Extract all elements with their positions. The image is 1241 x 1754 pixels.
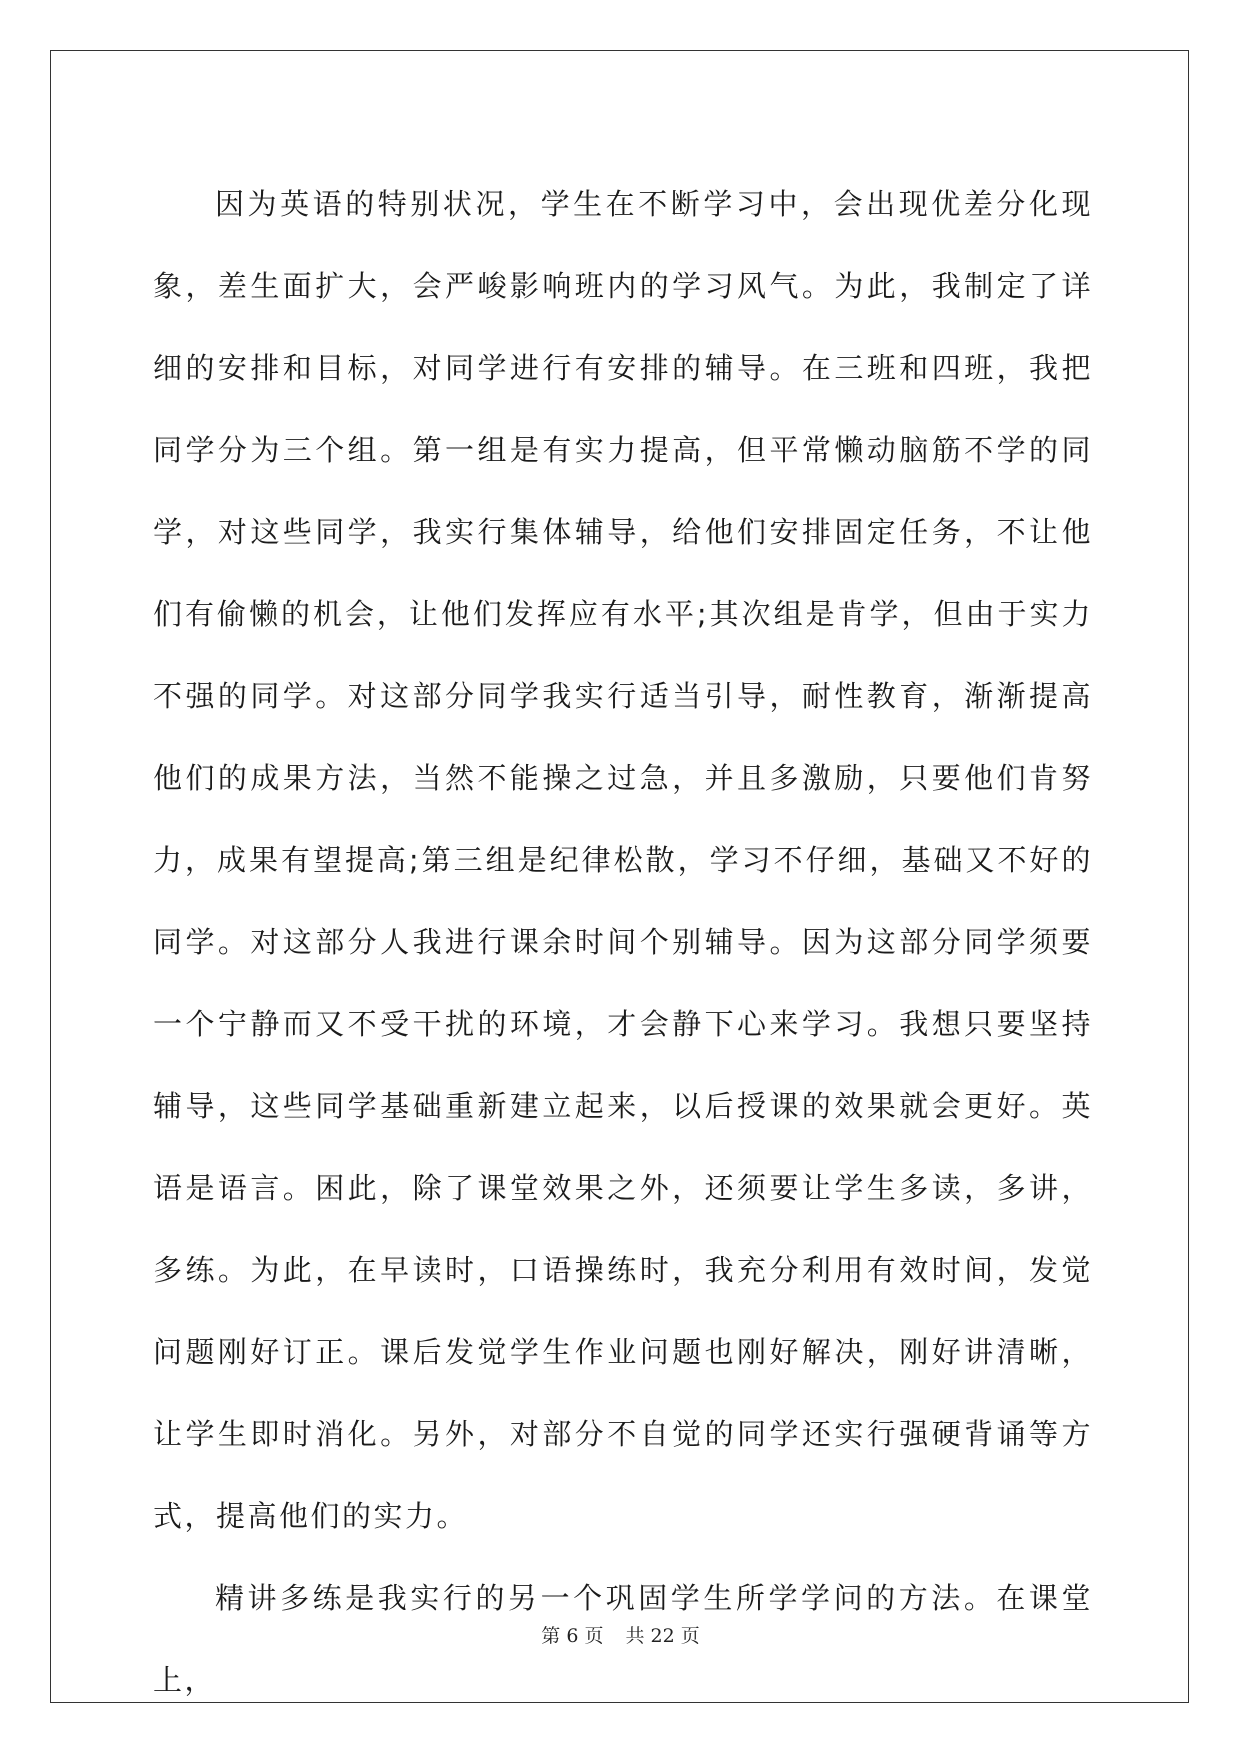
document-body [153,163,1093,1721]
paragraph-2: 精讲多练是我实行的另一个巩固学生所学学问的方法。在课堂上， [153,1581,1093,1697]
page-total: 共 22 页 [625,1625,700,1647]
paragraph-1: 因为英语的特别状况，学生在不断学习中，会出现优差分化现象，差生面扩大，会严峻影响班内的学习风气。为此，我制定了详细的安排和目标，对同学进行有安排的辅导。在三班和四班，我把同学分为三个组。第一组是有实力提高，但平常懒动脑筋不学的同学，对这些同学，我实行集体辅导，给他们安排固定任务，不让他们有偷懒的机会，让他们发挥应有水平;其次组是肯学，但由于实力不强的同学。对这部分同学我实行适当引导，耐性教育，渐渐提高他们的成果方法，当然不能操之过急，并且多激励，只要他们肯努力，成果有望提高;第三组是纪律松散，学习不仔细，基础又不好的同学。对这部分人我进行课余时间个别辅导。因为这部分同学须要一个宁静而又不受干扰的环境，才会静下心来学习。我想只要坚持辅导，这些同学基础重新建立起来，以后授课的效果就会更好。英语是语言。困此，除了课堂效果之外，还须要让学生多读，多讲，多练。为此，在早读时，口语操练时，我充分利用有效时间，发觉问题刚好订正。课后发觉学生作业问题也刚好解决，刚好讲清晰，让学生即时消化。另外，对部分不自觉的同学还实行强硬背诵等方式，提高他们的实力。 [153,187,1093,1533]
page-number: 第 6 页 [541,1625,604,1647]
page-footer [0,1621,1241,1648]
